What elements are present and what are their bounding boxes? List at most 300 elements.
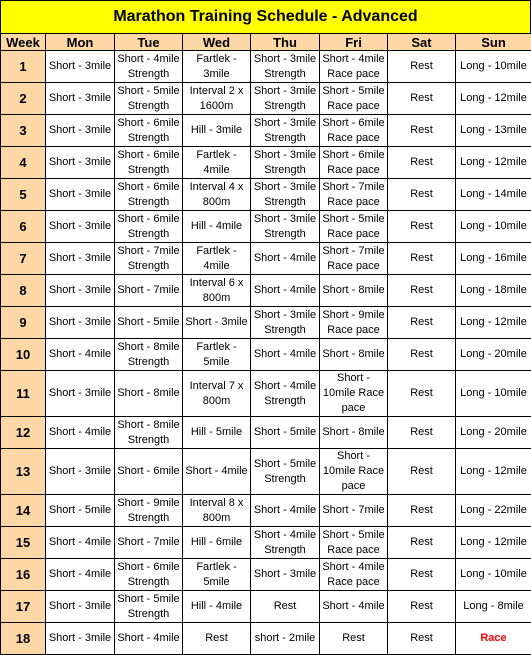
workout-text: Hill - 6mile (183, 535, 250, 550)
workout-text: Short - 8mile Strength (115, 418, 182, 448)
table-row (1, 623, 531, 655)
cell-wed (183, 275, 251, 307)
cell-fri (320, 495, 388, 527)
workout-text: Short - 3mile Strength (251, 180, 319, 210)
table-row (1, 307, 531, 339)
table-row (1, 591, 531, 623)
week-number: 6 (1, 211, 46, 243)
workout-text: Short - 4mile (46, 567, 114, 582)
cell-tue (115, 211, 183, 243)
cell-mon (46, 495, 115, 527)
workout-text: Long - 10mile (456, 386, 531, 401)
cell-tue (115, 115, 183, 147)
workout-text: Short - 6mile Strength (115, 116, 182, 146)
workout-text: Short - 4mile (251, 503, 319, 518)
cell-fri (320, 449, 388, 495)
workout-text: Rest (388, 503, 455, 518)
cell-wed (183, 307, 251, 339)
workout-text: Short - 4mile (46, 347, 114, 362)
cell-wed (183, 339, 251, 371)
cell-wed (183, 83, 251, 115)
cell-fri (320, 527, 388, 559)
workout-text: Hill - 4mile (183, 219, 250, 234)
cell-thu (251, 51, 320, 83)
table-row (1, 179, 531, 211)
workout-text: Long - 12mile (456, 155, 531, 170)
cell-sat (388, 115, 456, 147)
cell-sat (388, 417, 456, 449)
workout-text: Long - 12mile (456, 315, 531, 330)
workout-text: Rest (388, 91, 455, 106)
header-thu: Thu (251, 34, 320, 51)
table-row (1, 83, 531, 115)
week-number: 4 (1, 147, 46, 179)
cell-mon (46, 51, 115, 83)
workout-text: Short - 4mile (46, 425, 114, 440)
workout-text: Rest (388, 283, 455, 298)
workout-text: Rest (388, 123, 455, 138)
cell-tue (115, 179, 183, 211)
cell-wed (183, 417, 251, 449)
workout-text: Rest (388, 567, 455, 582)
workout-text: Short - 4mile Race pace (320, 52, 387, 82)
cell-tue (115, 83, 183, 115)
cell-wed (183, 147, 251, 179)
cell-wed (183, 51, 251, 83)
cell-sat (388, 449, 456, 495)
workout-text: Rest (388, 315, 455, 330)
cell-thu (251, 275, 320, 307)
table-row (1, 275, 531, 307)
header-sun: Sun (456, 34, 531, 51)
workout-text: Short - 5mile (115, 315, 182, 330)
workout-text: Short - 4mile (46, 535, 114, 550)
cell-thu (251, 339, 320, 371)
workout-text: Rest (388, 251, 455, 266)
workout-text: Short - 3mile Strength (251, 84, 319, 114)
table-row (1, 115, 531, 147)
week-number: 8 (1, 275, 46, 307)
workout-text: Long - 20mile (456, 347, 531, 362)
workout-text: Rest (388, 599, 455, 614)
workout-text: Short - 3mile Strength (251, 308, 319, 338)
workout-text: Hill - 4mile (183, 599, 250, 614)
workout-text: Long - 12mile (456, 464, 531, 479)
workout-text: Short - 5mile Race pace (320, 528, 387, 558)
workout-text: Long - 20mile (456, 425, 531, 440)
cell-sat (388, 591, 456, 623)
week-number: 10 (1, 339, 46, 371)
cell-sat (388, 527, 456, 559)
table-row (1, 147, 531, 179)
cell-wed (183, 527, 251, 559)
cell-fri (320, 83, 388, 115)
table-row (1, 495, 531, 527)
workout-text: Short - 4mile (251, 347, 319, 362)
workout-text: Short - 8mile (115, 386, 182, 401)
workout-text: Short - 4mile Strength (115, 52, 182, 82)
workout-text: Short - 3mile (46, 91, 114, 106)
cell-wed (183, 211, 251, 243)
workout-text: Short - 4mile (251, 283, 319, 298)
cell-wed (183, 115, 251, 147)
cell-sun (456, 371, 531, 417)
cell-fri (320, 371, 388, 417)
week-number: 7 (1, 243, 46, 275)
workout-text: Short - 3mile Strength (251, 212, 319, 242)
workout-text: Short - 4mile Race pace (320, 560, 387, 590)
workout-text: Long - 8mile (456, 599, 531, 614)
cell-sun (456, 307, 531, 339)
workout-text: Long - 10mile (456, 567, 531, 582)
workout-text: Rest (388, 155, 455, 170)
schedule-title: Marathon Training Schedule - Advanced (0, 0, 531, 34)
week-number: 15 (1, 527, 46, 559)
cell-fri (320, 179, 388, 211)
workout-text: Short - 4mile Strength (251, 379, 319, 409)
cell-tue (115, 527, 183, 559)
workout-text: Short - 5mile Strength (115, 84, 182, 114)
cell-wed (183, 623, 251, 655)
cell-thu (251, 449, 320, 495)
workout-text: Short - 5mile Strength (115, 592, 182, 622)
workout-text: Short - 3mile (46, 59, 114, 74)
cell-mon (46, 83, 115, 115)
table-row (1, 243, 531, 275)
cell-mon (46, 591, 115, 623)
cell-sat (388, 623, 456, 655)
week-number: 3 (1, 115, 46, 147)
cell-fri (320, 339, 388, 371)
cell-sun (456, 591, 531, 623)
workout-text: Short - 3mile (183, 315, 250, 330)
cell-sun (456, 211, 531, 243)
workout-text: Rest (320, 631, 387, 646)
cell-tue (115, 591, 183, 623)
cell-tue (115, 623, 183, 655)
workout-text: Long - 10mile (456, 59, 531, 74)
cell-wed (183, 449, 251, 495)
cell-thu (251, 527, 320, 559)
cell-thu (251, 591, 320, 623)
cell-wed (183, 243, 251, 275)
workout-text: Short - 3mile (46, 187, 114, 202)
table-row (1, 371, 531, 417)
cell-mon (46, 307, 115, 339)
workout-text: Rest (183, 631, 250, 646)
workout-text: Short - 9mile Race pace (320, 308, 387, 338)
workout-text: Fartlek - 5mile (183, 340, 250, 370)
workout-text: Rest (388, 187, 455, 202)
workout-text: Short - 4mile Strength (251, 528, 319, 558)
cell-tue (115, 51, 183, 83)
cell-thu (251, 115, 320, 147)
cell-fri (320, 147, 388, 179)
cell-tue (115, 371, 183, 417)
workout-text: Short - 6mile (115, 464, 182, 479)
cell-mon (46, 417, 115, 449)
workout-text: Short - 6mile Race pace (320, 116, 387, 146)
cell-mon (46, 623, 115, 655)
cell-thu (251, 559, 320, 591)
cell-sat (388, 243, 456, 275)
workout-text: Hill - 3mile (183, 123, 250, 138)
cell-sat (388, 371, 456, 417)
cell-mon (46, 449, 115, 495)
workout-text: Short - 5mile (251, 425, 319, 440)
workout-text: Short - 3mile (46, 599, 114, 614)
cell-sat (388, 307, 456, 339)
week-number: 16 (1, 559, 46, 591)
table-row (1, 449, 531, 495)
week-number: 2 (1, 83, 46, 115)
cell-sat (388, 275, 456, 307)
workout-text: Rest (388, 386, 455, 401)
workout-text: Short - 3mile (46, 631, 114, 646)
workout-text: Interval 4 x 800m (183, 180, 250, 210)
workout-text: Long - 14mile (456, 187, 531, 202)
workout-text: Short - 5mile Race pace (320, 84, 387, 114)
workout-text: Short - 7mile (115, 283, 182, 298)
week-number: 9 (1, 307, 46, 339)
workout-text: Interval 7 x 800m (183, 379, 250, 409)
workout-text: Short - 10mile Race pace (320, 449, 387, 494)
cell-sun (456, 179, 531, 211)
cell-thu (251, 83, 320, 115)
workout-text: Short - 3mile Strength (251, 52, 319, 82)
cell-sun (456, 339, 531, 371)
workout-text: Short - 4mile (183, 464, 250, 479)
workout-text: Rest (388, 219, 455, 234)
workout-text: Short - 5mile (46, 503, 114, 518)
header-week: Week (1, 34, 46, 51)
workout-text: Rest (388, 425, 455, 440)
workout-text: Short - 6mile Strength (115, 212, 182, 242)
workout-text: Rest (388, 535, 455, 550)
workout-text: Long - 13mile (456, 123, 531, 138)
schedule-table (0, 33, 531, 655)
cell-mon (46, 527, 115, 559)
workout-text: Short - 3mile (46, 123, 114, 138)
cell-tue (115, 449, 183, 495)
workout-text: Short - 8mile (320, 347, 387, 362)
cell-thu (251, 371, 320, 417)
workout-text: Short - 3mile (46, 155, 114, 170)
cell-fri (320, 275, 388, 307)
cell-sun (456, 449, 531, 495)
cell-fri (320, 307, 388, 339)
workout-text: Short - 7mile Race pace (320, 244, 387, 274)
cell-sat (388, 339, 456, 371)
workout-text: short - 2mile (251, 631, 319, 646)
cell-wed (183, 179, 251, 211)
cell-fri (320, 115, 388, 147)
workout-text: Long - 22mile (456, 503, 531, 518)
workout-text: Short - 3mile (46, 386, 114, 401)
header-mon: Mon (46, 34, 115, 51)
cell-fri (320, 623, 388, 655)
cell-sun (456, 115, 531, 147)
cell-fri (320, 51, 388, 83)
cell-mon (46, 371, 115, 417)
workout-text: Short - 7mile (115, 535, 182, 550)
workout-text: Short - 5mile Race pace (320, 212, 387, 242)
header-wed: Wed (183, 34, 251, 51)
table-row (1, 339, 531, 371)
cell-sun (456, 275, 531, 307)
cell-sat (388, 51, 456, 83)
cell-thu (251, 495, 320, 527)
cell-sat (388, 179, 456, 211)
cell-sun (456, 417, 531, 449)
week-number: 5 (1, 179, 46, 211)
workout-text: Short - 3mile (46, 315, 114, 330)
workout-text: Rest (388, 59, 455, 74)
cell-tue (115, 559, 183, 591)
workout-text: Short - 4mile (251, 251, 319, 266)
week-number: 13 (1, 449, 46, 495)
workout-text: Short - 3mile (46, 283, 114, 298)
cell-fri (320, 243, 388, 275)
header-row (1, 34, 531, 51)
cell-thu (251, 243, 320, 275)
workout-text: Short - 3mile (46, 219, 114, 234)
workout-text: Short - 8mile (320, 283, 387, 298)
cell-sat (388, 495, 456, 527)
cell-mon (46, 275, 115, 307)
week-number: 18 (1, 623, 46, 655)
cell-sat (388, 147, 456, 179)
table-row (1, 559, 531, 591)
cell-tue (115, 417, 183, 449)
table-row (1, 51, 531, 83)
workout-text: Short - 10mile Race pace (320, 371, 387, 416)
cell-sun (456, 623, 531, 655)
cell-mon (46, 559, 115, 591)
cell-fri (320, 559, 388, 591)
cell-mon (46, 115, 115, 147)
workout-text: Short - 3mile (46, 464, 114, 479)
workout-text: Race (456, 631, 531, 646)
workout-text: Rest (388, 631, 455, 646)
cell-mon (46, 147, 115, 179)
workout-text: Long - 18mile (456, 283, 531, 298)
cell-sat (388, 559, 456, 591)
workout-text: Fartlek - 5mile (183, 560, 250, 590)
table-row (1, 211, 531, 243)
cell-wed (183, 559, 251, 591)
workout-text: Short - 6mile Strength (115, 560, 182, 590)
cell-sat (388, 211, 456, 243)
week-number: 12 (1, 417, 46, 449)
cell-fri (320, 211, 388, 243)
cell-sun (456, 495, 531, 527)
cell-tue (115, 495, 183, 527)
cell-sun (456, 527, 531, 559)
workout-text: Interval 2 x 1600m (183, 84, 250, 114)
cell-thu (251, 623, 320, 655)
cell-sat (388, 83, 456, 115)
workout-text: Rest (251, 599, 319, 614)
workout-text: Short - 7mile Strength (115, 244, 182, 274)
cell-sun (456, 559, 531, 591)
cell-wed (183, 495, 251, 527)
workout-text: Short - 3mile (46, 251, 114, 266)
week-number: 14 (1, 495, 46, 527)
workout-text: Short - 3mile Strength (251, 116, 319, 146)
workout-text: Short - 3mile Strength (251, 148, 319, 178)
cell-tue (115, 243, 183, 275)
cell-wed (183, 591, 251, 623)
cell-thu (251, 211, 320, 243)
workout-text: Short - 4mile (320, 599, 387, 614)
schedule-body (1, 51, 531, 655)
workout-text: Rest (388, 464, 455, 479)
workout-text: Hill - 5mile (183, 425, 250, 440)
cell-tue (115, 339, 183, 371)
cell-thu (251, 147, 320, 179)
workout-text: Fartlek - 4mile (183, 244, 250, 274)
workout-text: Fartlek - 4mile (183, 148, 250, 178)
workout-text: Short - 9mile Strength (115, 496, 182, 526)
workout-text: Long - 12mile (456, 535, 531, 550)
workout-text: Short - 5mile Strength (251, 457, 319, 487)
workout-text: Long - 16mile (456, 251, 531, 266)
cell-thu (251, 307, 320, 339)
cell-tue (115, 147, 183, 179)
header-sat: Sat (388, 34, 456, 51)
workout-text: Long - 12mile (456, 91, 531, 106)
table-row (1, 527, 531, 559)
cell-fri (320, 417, 388, 449)
workout-text: Interval 8 x 800m (183, 496, 250, 526)
cell-mon (46, 243, 115, 275)
cell-mon (46, 179, 115, 211)
workout-text: Short - 7mile (320, 503, 387, 518)
cell-thu (251, 179, 320, 211)
cell-thu (251, 417, 320, 449)
workout-text: Short - 6mile Strength (115, 148, 182, 178)
workout-text: Short - 8mile Strength (115, 340, 182, 370)
cell-tue (115, 307, 183, 339)
workout-text: Fartlek - 3mile (183, 52, 250, 82)
cell-sun (456, 147, 531, 179)
workout-text: Short - 7mile Race pace (320, 180, 387, 210)
workout-text: Long - 10mile (456, 219, 531, 234)
cell-sun (456, 243, 531, 275)
table-row (1, 417, 531, 449)
week-number: 17 (1, 591, 46, 623)
header-fri: Fri (320, 34, 388, 51)
cell-wed (183, 371, 251, 417)
cell-tue (115, 275, 183, 307)
workout-text: Interval 6 x 800m (183, 276, 250, 306)
workout-text: Short - 8mile (320, 425, 387, 440)
workout-text: Short - 6mile Race pace (320, 148, 387, 178)
week-number: 11 (1, 371, 46, 417)
cell-sun (456, 83, 531, 115)
cell-fri (320, 591, 388, 623)
workout-text: Short - 6mile Strength (115, 180, 182, 210)
workout-text: Short - 4mile (115, 631, 182, 646)
cell-sun (456, 51, 531, 83)
workout-text: Rest (388, 347, 455, 362)
cell-mon (46, 339, 115, 371)
header-tue: Tue (115, 34, 183, 51)
week-number: 1 (1, 51, 46, 83)
workout-text: Short - 3mile (251, 567, 319, 582)
cell-mon (46, 211, 115, 243)
